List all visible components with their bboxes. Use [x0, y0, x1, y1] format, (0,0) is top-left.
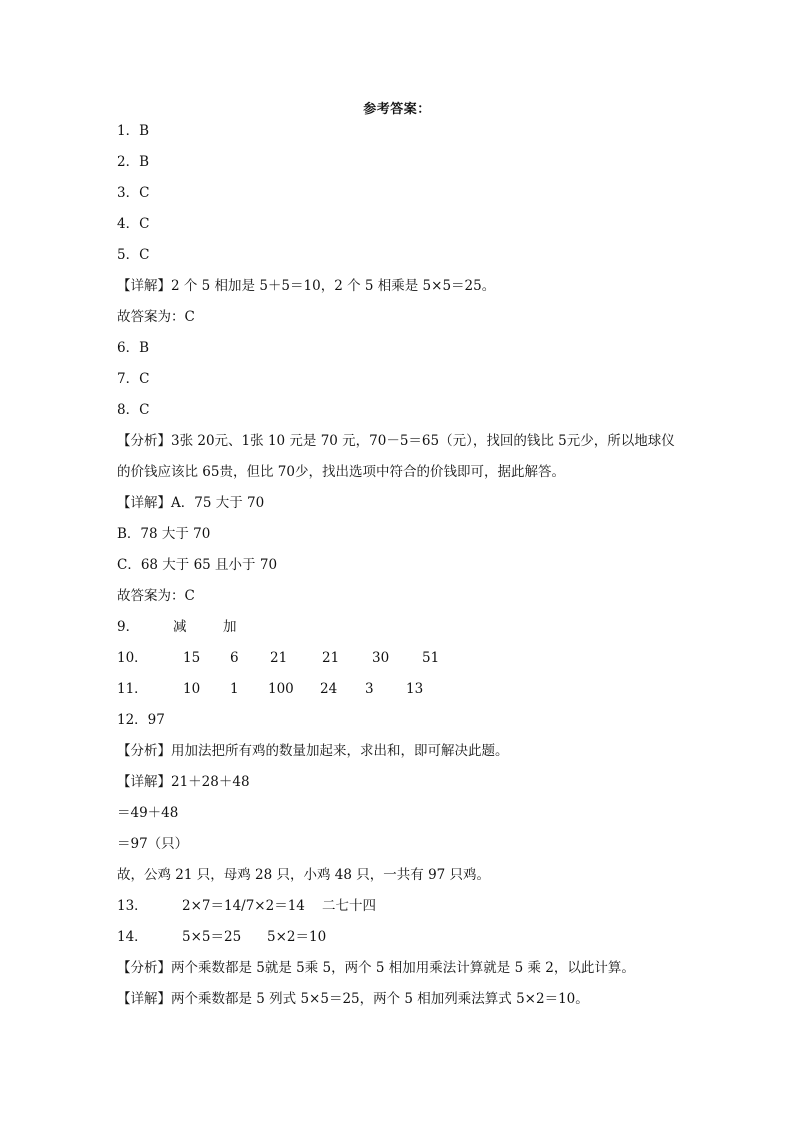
detail-8-b: B．78 大于 70 — [117, 526, 211, 542]
answer-14 — [117, 927, 687, 958]
answer-10-cell: 15 — [183, 650, 201, 666]
answer-13-cell: 2×7＝14/7×2＝14 — [182, 898, 305, 914]
conclusion-8: 故答案为：C — [117, 588, 195, 604]
answer-11-cell: 13 — [406, 681, 424, 697]
analysis-14: 【分析】两个乘数都是 5就是 5乘 5，两个 5 相加用乘法计算就是 5 乘 2，以此计算。 — [117, 960, 635, 976]
answer-1: 1．B — [117, 123, 150, 139]
answer-5: 5．C — [117, 247, 150, 263]
answer-10 — [117, 648, 687, 679]
conclusion-12: 故，公鸡 21 只，母鸡 28 只，小鸡 48 只，一共有 97 只鸡。 — [117, 867, 491, 883]
answer-list — [117, 121, 687, 1020]
analysis-8: 【分析】3张 20元、1张 10 元是 70 元，70－5＝65（元），找回的钱比 5元少，所以地球仪的价钱应该比 65贵，但比 70少，找出选项中符合的价钱即可，据此解答。 — [117, 433, 675, 480]
answer-3: 3．C — [117, 185, 150, 201]
answer-14-cell: 5×5＝25 — [182, 929, 242, 945]
detail-8-a: 【详解】A．75 大于 70 — [117, 495, 265, 511]
detail-12: 【详解】21＋28＋48 — [117, 774, 250, 790]
answer-9-number: 9． — [117, 619, 140, 635]
answer-9-cell: 减 — [173, 619, 187, 635]
answer-13-number: 13． — [117, 898, 148, 914]
answer-6: 6．B — [117, 340, 150, 356]
conclusion-5: 故答案为：C — [117, 309, 195, 325]
detail-12-result: ＝97（只） — [117, 836, 189, 852]
answer-10-number: 10． — [117, 650, 148, 666]
answer-13-cell: 二七十四 — [322, 898, 376, 914]
answer-12: 12．97 — [117, 712, 165, 728]
page-title: 参考答案： — [363, 102, 431, 117]
answer-11-cell: 10 — [183, 681, 201, 697]
detail-12-step: ＝49＋48 — [117, 805, 179, 821]
answer-9-cell: 加 — [223, 619, 237, 635]
answer-10-cell: 51 — [422, 650, 440, 666]
answer-10-cell: 21 — [322, 650, 340, 666]
answer-11-cell: 1 — [230, 681, 239, 697]
detail-8-c: C．68 大于 65 且小于 70 — [117, 557, 278, 573]
answer-10-cell: 30 — [372, 650, 390, 666]
answer-11-cell: 24 — [320, 681, 338, 697]
answer-10-cell: 6 — [230, 650, 239, 666]
answer-2: 2．B — [117, 154, 150, 170]
answer-14-number: 14． — [117, 929, 148, 945]
answer-11-number: 11． — [117, 681, 148, 697]
analysis-12: 【分析】用加法把所有鸡的数量加起来，求出和，即可解决此题。 — [117, 743, 509, 759]
answer-11-cell: 100 — [268, 681, 294, 697]
answer-4: 4．C — [117, 216, 150, 232]
detail-14: 【详解】两个乘数都是 5 列式 5×5＝25，两个 5 相加列乘法算式 5×2＝10。 — [117, 991, 589, 1007]
answer-7: 7．C — [117, 371, 150, 387]
answer-8: 8．C — [117, 402, 150, 418]
answer-11 — [117, 679, 687, 710]
answer-11-cell: 3 — [365, 681, 374, 697]
answer-10-cell: 21 — [270, 650, 288, 666]
detail-5: 【详解】2 个 5 相加是 5＋5＝10，2 个 5 相乘是 5×5＝25。 — [117, 278, 496, 294]
answer-9 — [117, 617, 687, 648]
answer-13 — [117, 896, 687, 927]
answer-14-cell: 5×2＝10 — [267, 929, 327, 945]
